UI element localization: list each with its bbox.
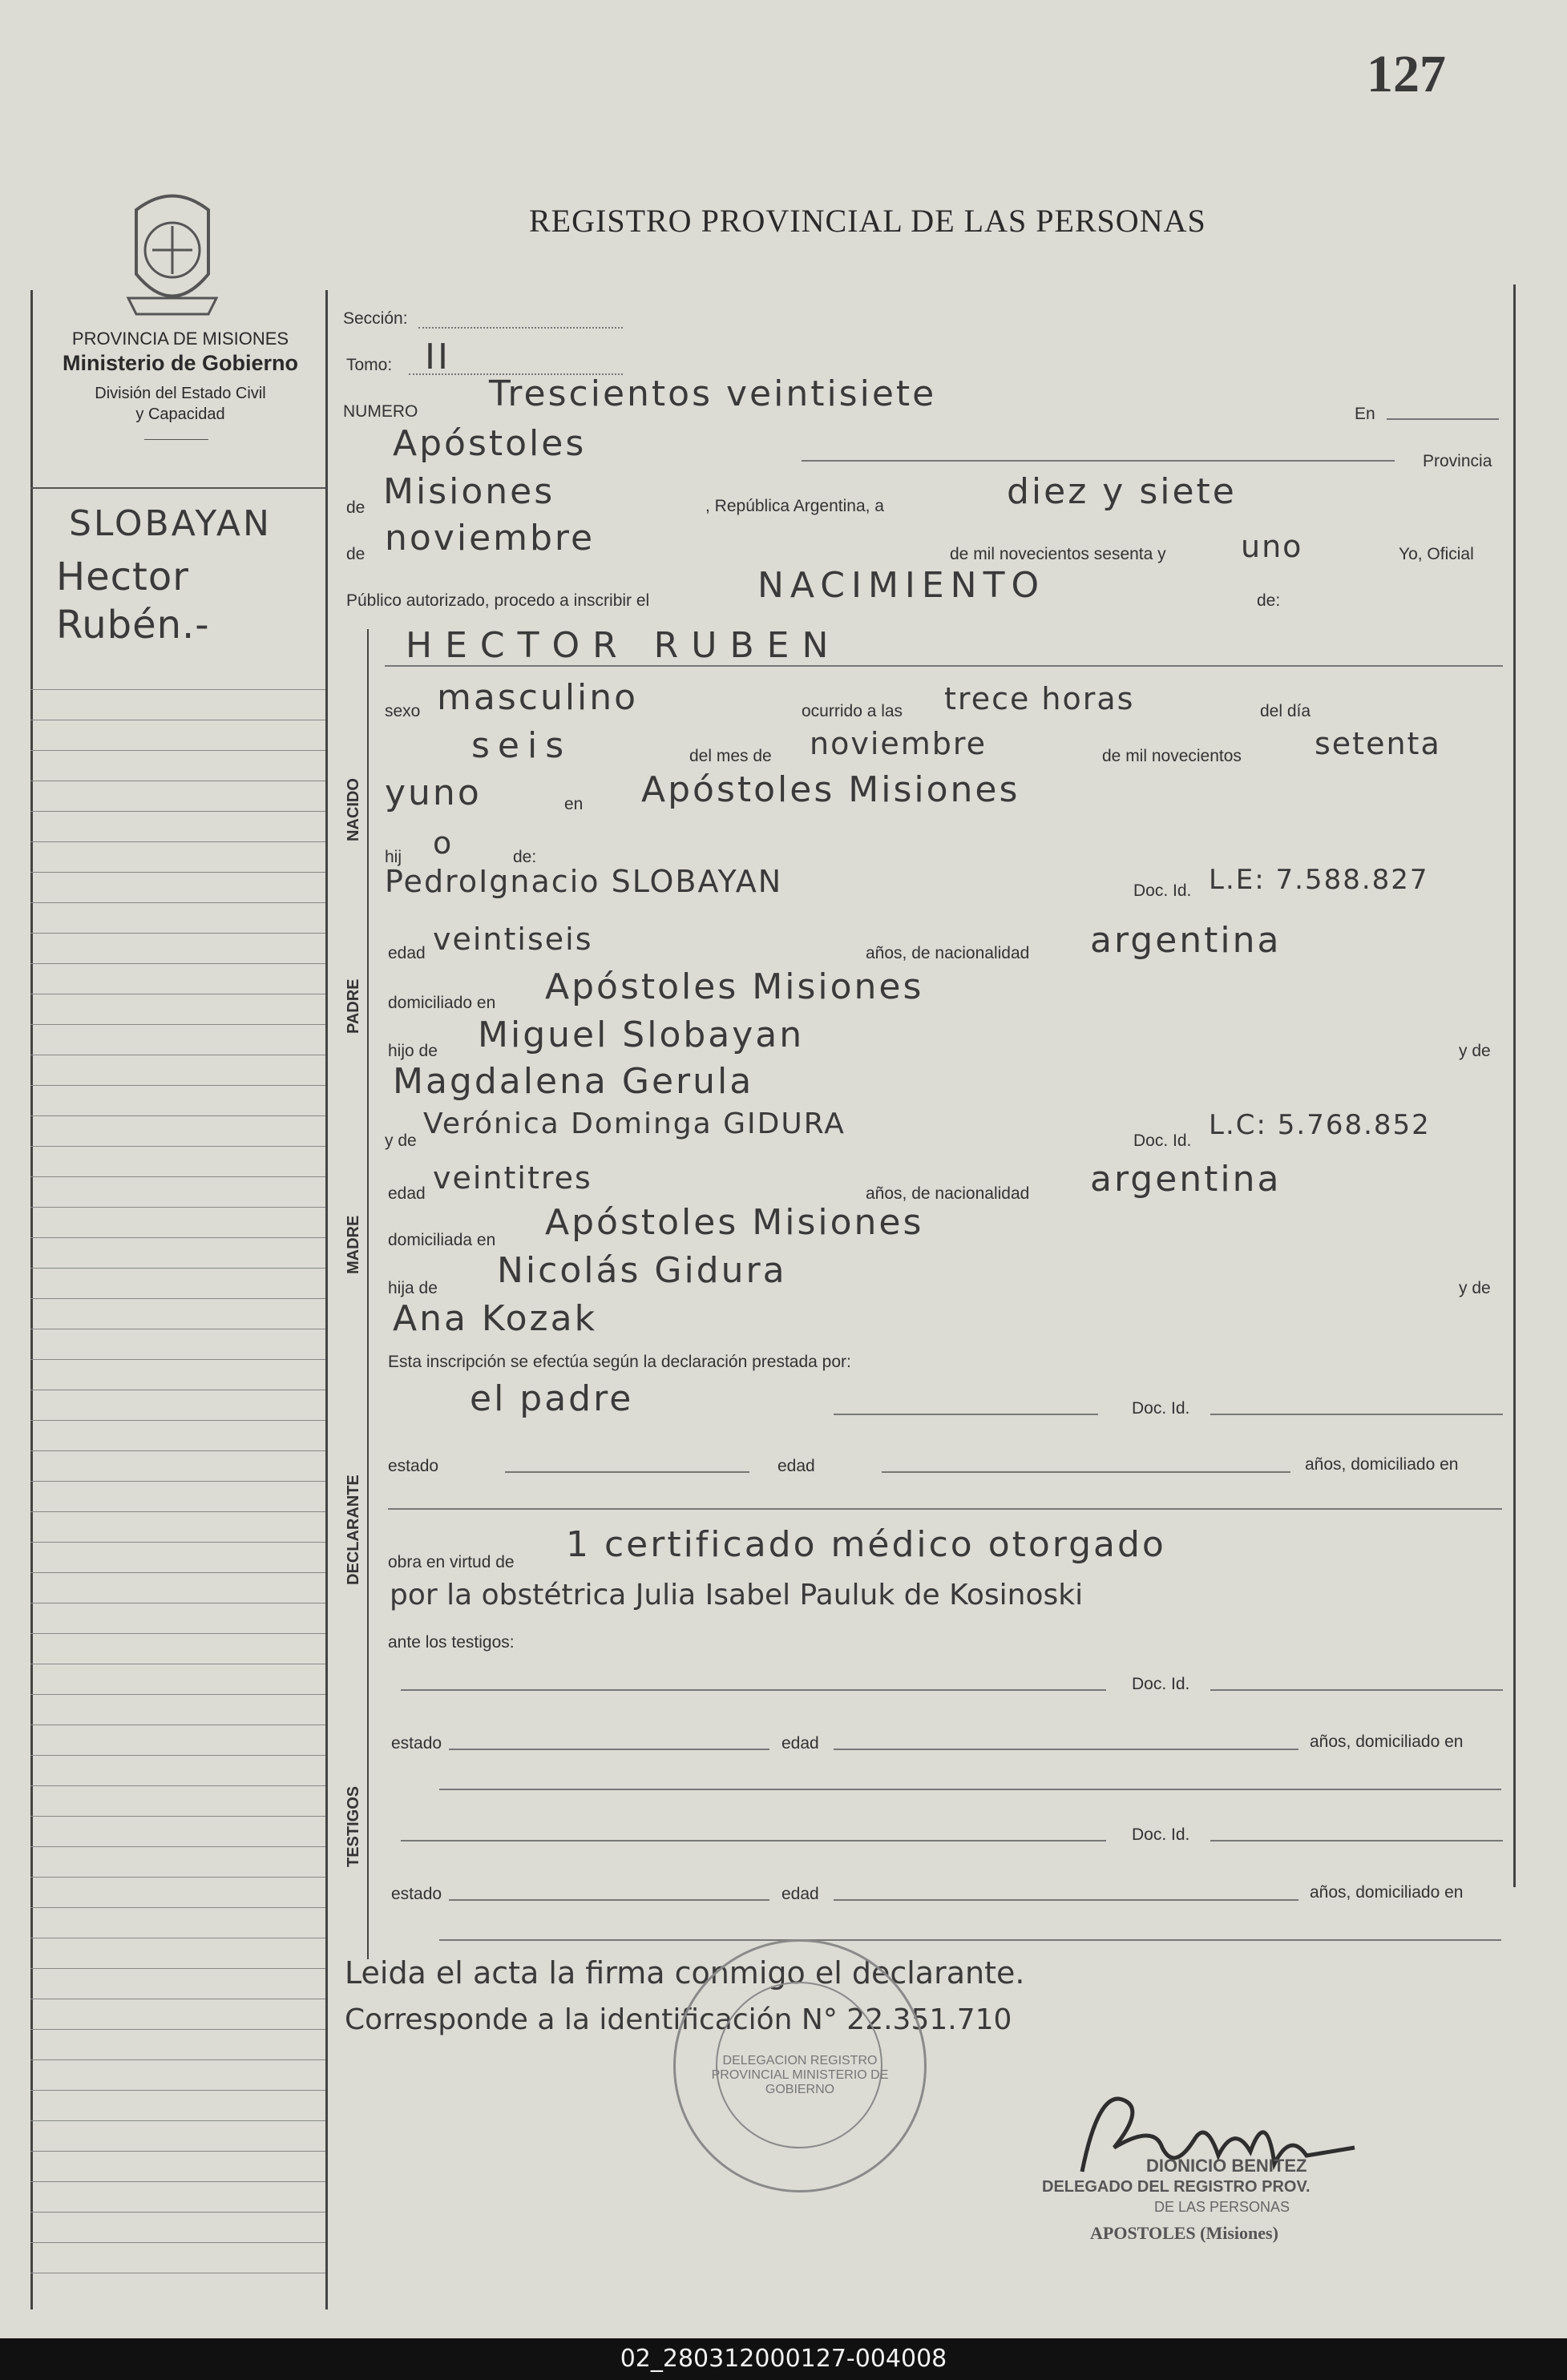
ledger-line bbox=[30, 1085, 325, 1086]
ledger-line bbox=[30, 1176, 325, 1177]
value-abuelo-p: Miguel Slobayan bbox=[478, 1015, 805, 1055]
division-name: División del Estado Civil bbox=[95, 385, 266, 402]
seal-text: DELEGACION REGISTRO PROVINCIAL MINISTERIO DE GOBIERNO bbox=[711, 2054, 889, 2096]
official-seal bbox=[673, 1939, 927, 2192]
ledger-line bbox=[30, 1115, 325, 1116]
label-de-1: de bbox=[346, 498, 365, 517]
ledger-line bbox=[30, 1633, 325, 1634]
stamp-role: DELEGADO DEL REGISTRO PROV. bbox=[1042, 2178, 1311, 2196]
ledger-line bbox=[30, 1146, 325, 1147]
label-numero: NUMERO bbox=[343, 402, 418, 421]
label-anos-nac-padre: años, de nacionalidad bbox=[866, 944, 1030, 962]
fill-edad-testigo-1 bbox=[834, 1749, 1298, 1750]
ledger-line bbox=[30, 1542, 325, 1543]
label-yo-oficial: Yo, Oficial bbox=[1399, 545, 1474, 563]
ledger-line bbox=[30, 1207, 325, 1208]
fill-declarante bbox=[834, 1414, 1098, 1415]
ledger-line bbox=[30, 933, 325, 934]
fill-declarante-doc bbox=[1210, 1414, 1503, 1415]
ledger-line bbox=[30, 1237, 325, 1238]
label-hijo: hij bbox=[385, 848, 402, 866]
fill-dom-testigo-1 bbox=[439, 1789, 1501, 1790]
label-seccion: Sección: bbox=[343, 309, 408, 328]
value-abuelo-m: Nicolás Gidura bbox=[497, 1250, 787, 1291]
ledger-line bbox=[30, 1846, 325, 1847]
side-label-padre: PADRE bbox=[345, 978, 362, 1034]
ledger-line bbox=[30, 1298, 325, 1299]
label-obra: obra en virtud de bbox=[388, 1553, 515, 1571]
ledger-line bbox=[30, 2059, 325, 2060]
stamp-sub: DE LAS PERSONAS bbox=[1154, 2199, 1290, 2215]
image-caption: 02_280312000127-004008 bbox=[0, 2338, 1567, 2380]
label-y-de-abuela: y de bbox=[1459, 1279, 1491, 1297]
label-estado-testigo-2: estado bbox=[391, 1885, 442, 1903]
side-label-testigos: TESTIGOS bbox=[345, 1785, 362, 1867]
label-en-lower: en bbox=[564, 795, 584, 813]
label-hijo-de: hijo de bbox=[388, 1042, 438, 1060]
value-anio-nac-2: yuno bbox=[385, 772, 482, 813]
value-madre-nac: argentina bbox=[1090, 1159, 1282, 1200]
page-number: 127 bbox=[1367, 45, 1446, 103]
label-edad-madre: edad bbox=[388, 1184, 426, 1203]
label-del-dia: del día bbox=[1260, 702, 1311, 720]
right-border bbox=[1513, 284, 1516, 1887]
value-hijo-suffix: o bbox=[433, 825, 454, 861]
label-doc-id-testigo-1: Doc. Id. bbox=[1132, 1675, 1190, 1693]
ledger-line bbox=[30, 811, 325, 812]
fill-testigo-2 bbox=[401, 1840, 1106, 1841]
stamp-name: DIONICIO BENITEZ bbox=[1146, 2156, 1307, 2176]
value-madre-edad: veintitres bbox=[433, 1160, 592, 1196]
label-edad-testigo-2: edad bbox=[781, 1885, 819, 1903]
value-padre-edad: veintiseis bbox=[433, 922, 593, 957]
margin-surname: SLOBAYAN bbox=[69, 503, 272, 544]
ledger-line bbox=[30, 1907, 325, 1908]
value-acto: NACIMIENTO bbox=[757, 565, 1046, 606]
ledger-line bbox=[30, 841, 325, 842]
fill-doc-testigo-1 bbox=[1210, 1689, 1503, 1691]
label-de-2: de bbox=[346, 545, 365, 563]
ledger-line bbox=[30, 1785, 325, 1786]
label-doc-id-madre: Doc. Id. bbox=[1133, 1132, 1192, 1150]
ledger-line bbox=[30, 1024, 325, 1025]
label-y-de: y de bbox=[1459, 1042, 1491, 1060]
ledger-line bbox=[30, 963, 325, 964]
value-numero: Trescientos veintisiete bbox=[489, 373, 937, 414]
value-lugar-nac: Apóstoles Misiones bbox=[641, 769, 1020, 810]
ledger-line bbox=[30, 689, 325, 690]
label-republica: , República Argentina, a bbox=[705, 497, 884, 515]
ledger-line bbox=[30, 1724, 325, 1725]
ledger-line bbox=[30, 1481, 325, 1482]
value-padre-dom: Apóstoles Misiones bbox=[545, 966, 924, 1007]
ledger-line bbox=[30, 1755, 325, 1756]
value-sexo: masculino bbox=[437, 677, 639, 718]
label-anos-nac-madre: años, de nacionalidad bbox=[866, 1184, 1030, 1203]
label-edad-testigo-1: edad bbox=[781, 1734, 819, 1753]
side-label-declarante: DECLARANTE bbox=[345, 1474, 362, 1585]
label-anos-dom-declarante: años, domiciliado en bbox=[1305, 1455, 1459, 1474]
fill-testigo-1 bbox=[401, 1689, 1106, 1691]
value-declarante: el padre bbox=[470, 1378, 634, 1419]
value-nombre: HECTOR RUBEN bbox=[406, 625, 842, 666]
label-del-mes: del mes de bbox=[689, 747, 772, 765]
value-lugar: Apóstoles bbox=[393, 423, 587, 464]
ledger-line bbox=[30, 1968, 325, 1969]
left-border bbox=[30, 290, 33, 2309]
value-madre: Verónica Dominga GIDURA bbox=[423, 1107, 846, 1140]
value-obra-2: por la obstétrica Julia Isabel Pauluk de Kosinoski bbox=[390, 1579, 1084, 1612]
value-padre-doc: L.E: 7.588.827 bbox=[1209, 864, 1429, 896]
ledger-line bbox=[30, 872, 325, 873]
ledger-line bbox=[30, 2090, 325, 2091]
closing-line-2: Corresponde a la identificación N° 22.351.710 bbox=[345, 2003, 1012, 2036]
ledger-line bbox=[30, 1450, 325, 1451]
ministry-name: Ministerio de Gobierno bbox=[62, 351, 299, 375]
label-ocurrido: ocurrido a las bbox=[802, 702, 903, 720]
label-de-mil-nov: de mil novecientos bbox=[1102, 747, 1242, 765]
margin-given-2: Rubén.- bbox=[56, 603, 210, 647]
label-edad-padre: edad bbox=[388, 944, 426, 962]
ledger-line bbox=[30, 1511, 325, 1512]
value-mes-nac: noviembre bbox=[810, 726, 987, 761]
fill-estado-declarante bbox=[505, 1471, 749, 1473]
value-provincia: Misiones bbox=[383, 471, 555, 512]
value-padre-nac: argentina bbox=[1090, 920, 1282, 961]
side-label-madre: MADRE bbox=[345, 1215, 362, 1274]
ledger-line bbox=[30, 1877, 325, 1878]
value-hora: trece horas bbox=[944, 681, 1135, 716]
fill-seccion bbox=[418, 327, 623, 329]
value-anio-nac-1: setenta bbox=[1315, 726, 1441, 761]
label-de-colon-2: de: bbox=[513, 848, 537, 866]
ledger-line bbox=[30, 1694, 325, 1695]
ledger-line bbox=[30, 1359, 325, 1360]
label-ante: ante los testigos: bbox=[388, 1633, 515, 1652]
value-madre-dom: Apóstoles Misiones bbox=[545, 1202, 924, 1243]
division-sub: y Capacidad bbox=[135, 405, 225, 423]
value-madre-doc: L.C: 5.768.852 bbox=[1209, 1109, 1431, 1141]
ledger-line bbox=[30, 1268, 325, 1269]
fill-en bbox=[1387, 418, 1499, 420]
province-crest-icon bbox=[120, 186, 224, 322]
ledger-line bbox=[30, 2212, 325, 2213]
ledger-line bbox=[30, 902, 325, 903]
ledger-line bbox=[30, 1816, 325, 1817]
page-title: REGISTRO PROVINCIAL DE LAS PERSONAS bbox=[529, 203, 1206, 239]
stamp-place: APOSTOLES (Misiones) bbox=[1090, 2223, 1278, 2243]
divider bbox=[144, 439, 208, 440]
value-anio: uno bbox=[1241, 529, 1303, 564]
fill-dom-declarante bbox=[388, 1508, 1502, 1510]
label-publico: Público autorizado, procedo a inscribir el bbox=[346, 591, 650, 610]
section-border bbox=[367, 629, 369, 1959]
ledger-line bbox=[30, 2181, 325, 2182]
label-mil-nov: de mil novecientos sesenta y bbox=[950, 545, 1166, 563]
value-abuela-m: Ana Kozak bbox=[393, 1298, 598, 1339]
label-domiciliado: domiciliado en bbox=[388, 994, 496, 1012]
ledger-line bbox=[30, 1572, 325, 1573]
label-edad-declarante: edad bbox=[777, 1457, 815, 1475]
label-provincia: Provincia bbox=[1423, 452, 1492, 470]
label-hija-de: hija de bbox=[388, 1279, 438, 1297]
ledger-line bbox=[30, 1420, 325, 1421]
fill-nombre bbox=[385, 665, 1503, 667]
margin-border bbox=[325, 290, 328, 2309]
ledger-line bbox=[30, 2029, 325, 2030]
side-label-nacido: NACIDO bbox=[345, 778, 362, 841]
label-tomo: Tomo: bbox=[346, 356, 393, 374]
fill-doc-testigo-2 bbox=[1210, 1840, 1503, 1841]
ledger-line bbox=[30, 2120, 325, 2121]
fill-estado-testigo-1 bbox=[449, 1749, 769, 1750]
margin-given-1: Hector bbox=[56, 555, 189, 599]
value-dia: diez y siete bbox=[1007, 471, 1237, 512]
label-estado-testigo-1: estado bbox=[391, 1734, 442, 1753]
label-sexo: sexo bbox=[385, 702, 421, 720]
margin-header-rule bbox=[30, 487, 325, 489]
label-anos-dom-testigo-1: años, domiciliado en bbox=[1310, 1733, 1464, 1751]
label-doc-id-padre: Doc. Id. bbox=[1133, 881, 1192, 900]
label-domiciliada: domiciliada en bbox=[388, 1231, 496, 1249]
fill-edad-declarante bbox=[882, 1471, 1290, 1473]
label-doc-id-declarante: Doc. Id. bbox=[1132, 1399, 1190, 1418]
fill-lugar bbox=[802, 460, 1395, 462]
value-tomo: II bbox=[425, 337, 450, 377]
label-y-de-madre: y de bbox=[385, 1132, 417, 1150]
label-estado-declarante: estado bbox=[388, 1457, 439, 1475]
closing-line-1: Leida el acta la firma conmigo el declarante. bbox=[345, 1955, 1025, 1991]
label-de-colon: de: bbox=[1257, 591, 1281, 610]
fill-edad-testigo-2 bbox=[834, 1899, 1298, 1901]
label-anos-dom-testigo-2: años, domiciliado en bbox=[1310, 1883, 1464, 1902]
label-doc-id-testigo-2: Doc. Id. bbox=[1132, 1825, 1190, 1844]
value-mes: noviembre bbox=[385, 518, 596, 559]
value-abuela-p: Magdalena Gerula bbox=[393, 1061, 754, 1102]
label-inscripcion: Esta inscripción se efectúa según la declaración prestada por: bbox=[388, 1353, 851, 1371]
ledger-line bbox=[30, 2242, 325, 2243]
value-obra-1: 1 certificado médico otorgado bbox=[566, 1524, 1166, 1565]
label-en: En bbox=[1355, 405, 1375, 423]
fill-dom-testigo-2 bbox=[439, 1939, 1501, 1941]
fill-estado-testigo-2 bbox=[449, 1899, 769, 1901]
ledger-line bbox=[30, 2151, 325, 2152]
value-padre: PedroIgnacio SLOBAYAN bbox=[385, 864, 783, 899]
ledger-line bbox=[30, 750, 325, 751]
value-dia-nac: seis bbox=[471, 725, 572, 766]
province-name: PROVINCIA DE MISIONES bbox=[71, 329, 289, 349]
